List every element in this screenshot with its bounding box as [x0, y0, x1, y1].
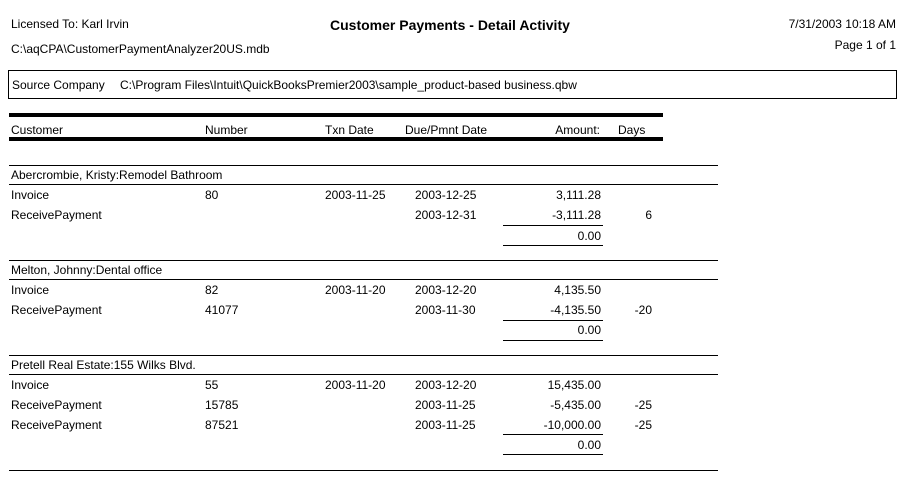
subtotal-rule	[503, 225, 603, 226]
total-underline	[503, 245, 603, 246]
page-number: Page 1 of 1	[834, 38, 896, 52]
group-top-rule	[9, 165, 718, 166]
row-number: 87521	[205, 418, 239, 432]
row-txn-date: 2003-11-20	[325, 378, 386, 392]
column-customer: Customer	[11, 123, 64, 137]
report-title: Customer Payments - Detail Activity	[330, 17, 570, 33]
column-number: Number	[205, 123, 248, 137]
row-amount: -3,111.28	[552, 208, 601, 222]
group-top-rule	[9, 355, 718, 356]
licensed-to: Licensed To: Karl Irvin	[11, 17, 129, 31]
total-underline	[503, 340, 603, 341]
group-top-rule	[9, 260, 718, 261]
row-amount: -5,435.00	[550, 398, 601, 412]
row-amount: -4,135.50	[550, 303, 601, 317]
total-underline	[503, 454, 603, 455]
column-txn-date: Txn Date	[325, 123, 374, 137]
row-amount: 4,135.50	[554, 283, 601, 297]
row-type: Invoice	[11, 188, 50, 202]
column-due-date: Due/Pmnt Date	[405, 123, 488, 137]
group-total: 0.00	[577, 229, 601, 243]
row-txn-date: 2003-11-25	[325, 188, 386, 202]
row-days: 6	[645, 208, 652, 222]
source-company-path: C:\Program Files\Intuit\QuickBooksPremier2003\sample_product-based business.qbw	[120, 78, 577, 92]
customer-group-name: Melton, Johnny:Dental office	[11, 263, 163, 277]
row-due-date: 2003-11-25	[415, 418, 476, 432]
row-type: ReceivePayment	[11, 303, 102, 317]
row-type: Invoice	[11, 283, 50, 297]
subtotal-rule	[503, 434, 603, 435]
row-due-date: 2003-11-30	[415, 303, 476, 317]
row-type: ReceivePayment	[11, 418, 102, 432]
report-bottom-rule	[9, 470, 718, 471]
row-due-date: 2003-12-20	[415, 283, 477, 297]
row-txn-date: 2003-11-20	[325, 283, 386, 297]
row-due-date: 2003-12-31	[415, 208, 477, 222]
row-type: ReceivePayment	[11, 208, 102, 222]
row-due-date: 2003-11-25	[415, 398, 476, 412]
group-total: 0.00	[577, 323, 601, 337]
row-amount: 15,435.00	[547, 378, 601, 392]
row-due-date: 2003-12-25	[415, 188, 477, 202]
group-name-rule	[9, 374, 718, 375]
group-name-rule	[9, 184, 718, 185]
customer-group-name: Pretell Real Estate:155 Wilks Blvd.	[11, 358, 196, 372]
row-amount: -10,000.00	[543, 418, 601, 432]
column-days: Days	[618, 123, 646, 137]
group-name-rule	[9, 279, 718, 280]
source-company-label: Source Company	[12, 78, 105, 92]
subtotal-rule	[503, 320, 603, 321]
header-top-rule	[9, 113, 663, 117]
row-days: -25	[634, 418, 652, 432]
group-total: 0.00	[577, 438, 601, 452]
row-due-date: 2003-12-20	[415, 378, 477, 392]
row-number: 80	[205, 188, 219, 202]
row-type: ReceivePayment	[11, 398, 102, 412]
database-path: C:\aqCPA\CustomerPaymentAnalyzer20US.mdb	[11, 42, 270, 56]
header-bottom-rule	[9, 137, 663, 141]
row-type: Invoice	[11, 378, 50, 392]
customer-group-name: Abercrombie, Kristy:Remodel Bathroom	[11, 168, 223, 182]
row-number: 41077	[205, 303, 239, 317]
column-amount: Amount:	[555, 123, 600, 137]
row-number: 15785	[205, 398, 239, 412]
row-number: 55	[205, 378, 219, 392]
row-number: 82	[205, 283, 219, 297]
report-datetime: 7/31/2003 10:18 AM	[788, 17, 896, 31]
row-days: -20	[634, 303, 652, 317]
row-days: -25	[634, 398, 652, 412]
row-amount: 3,111.28	[556, 188, 601, 202]
